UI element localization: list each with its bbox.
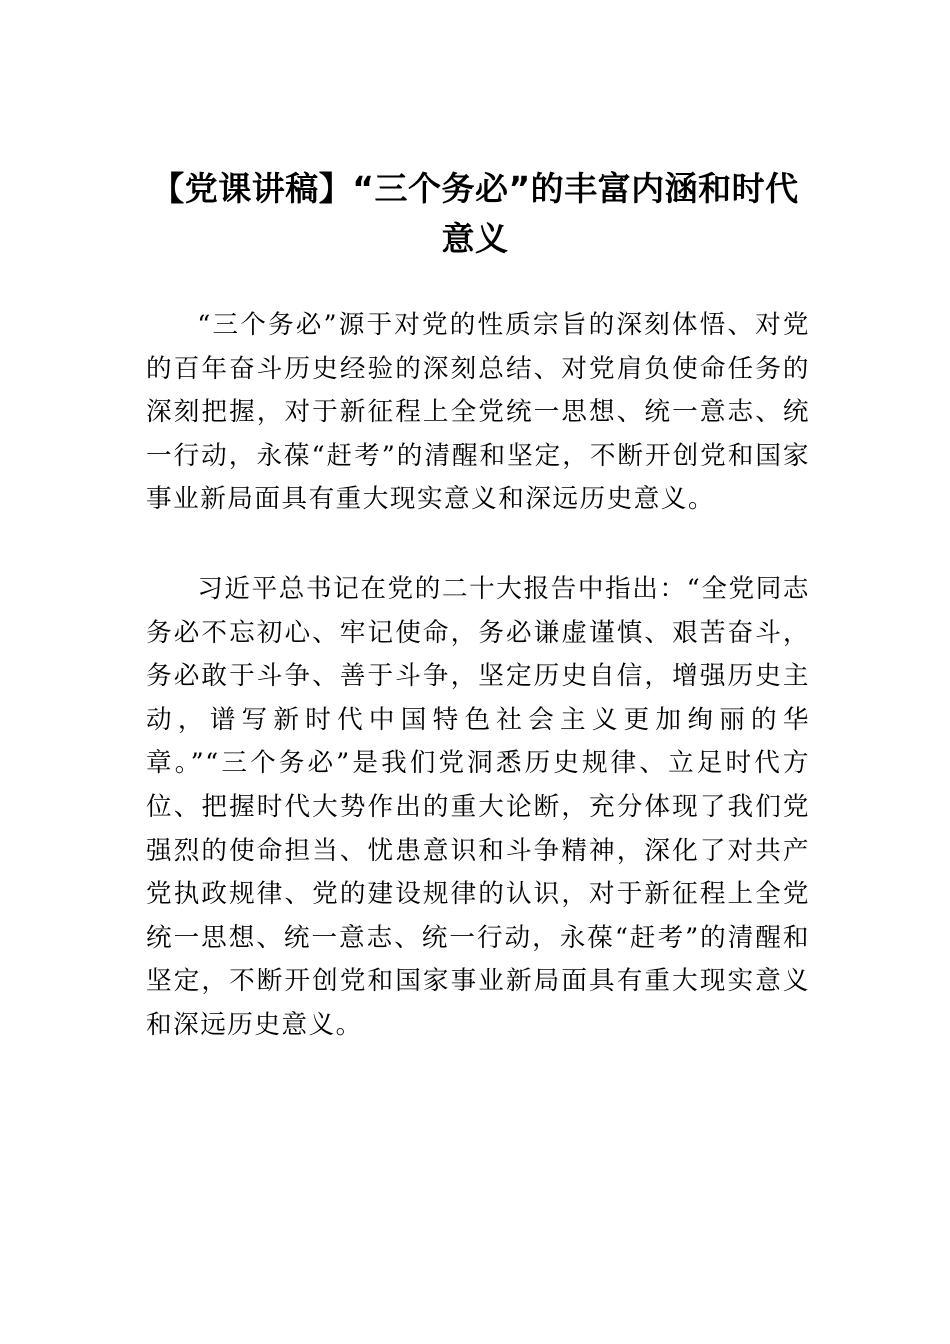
paragraph-1: “三个务必”源于对党的性质宗旨的深刻体悟、对党的百年奋斗历史经验的深刻总结、对党肩负使命任务的深刻把握，对于新征程上全党统一思想、统一意志、统一行动，永葆“赶考”的清醒和坚定，不断开创党和国家事业新局面具有重大现实意义和深远历史意义。: [146, 310, 810, 515]
document-title: 【党课讲稿】“三个务必”的丰富内涵和时代意义: [151, 169, 799, 258]
paragraph-2: 习近平总书记在党的二十大报告中指出：“全党同志务必不忘初心、牢记使命，务必谦虚谨慎、艰苦奋斗，务必敢于斗争、善于斗争，坚定历史自信，增强历史主动，谱写新时代中国特色社会主义更加绚丽的华章。”“三个务必”是我们党洞悉历史规律、立足时代方位、把握时代大势作出的重大论断，充分体现了我们党强烈的使命担当、忧患意识和斗争精神，深化了对共产党执政规律、党的建设规律的认识，对于新征程上全党统一思想、统一意志、统一行动，永葆“赶考”的清醒和坚定，不断开创党和国家事业新局面具有重大现实意义和深远历史意义。: [146, 574, 810, 1040]
